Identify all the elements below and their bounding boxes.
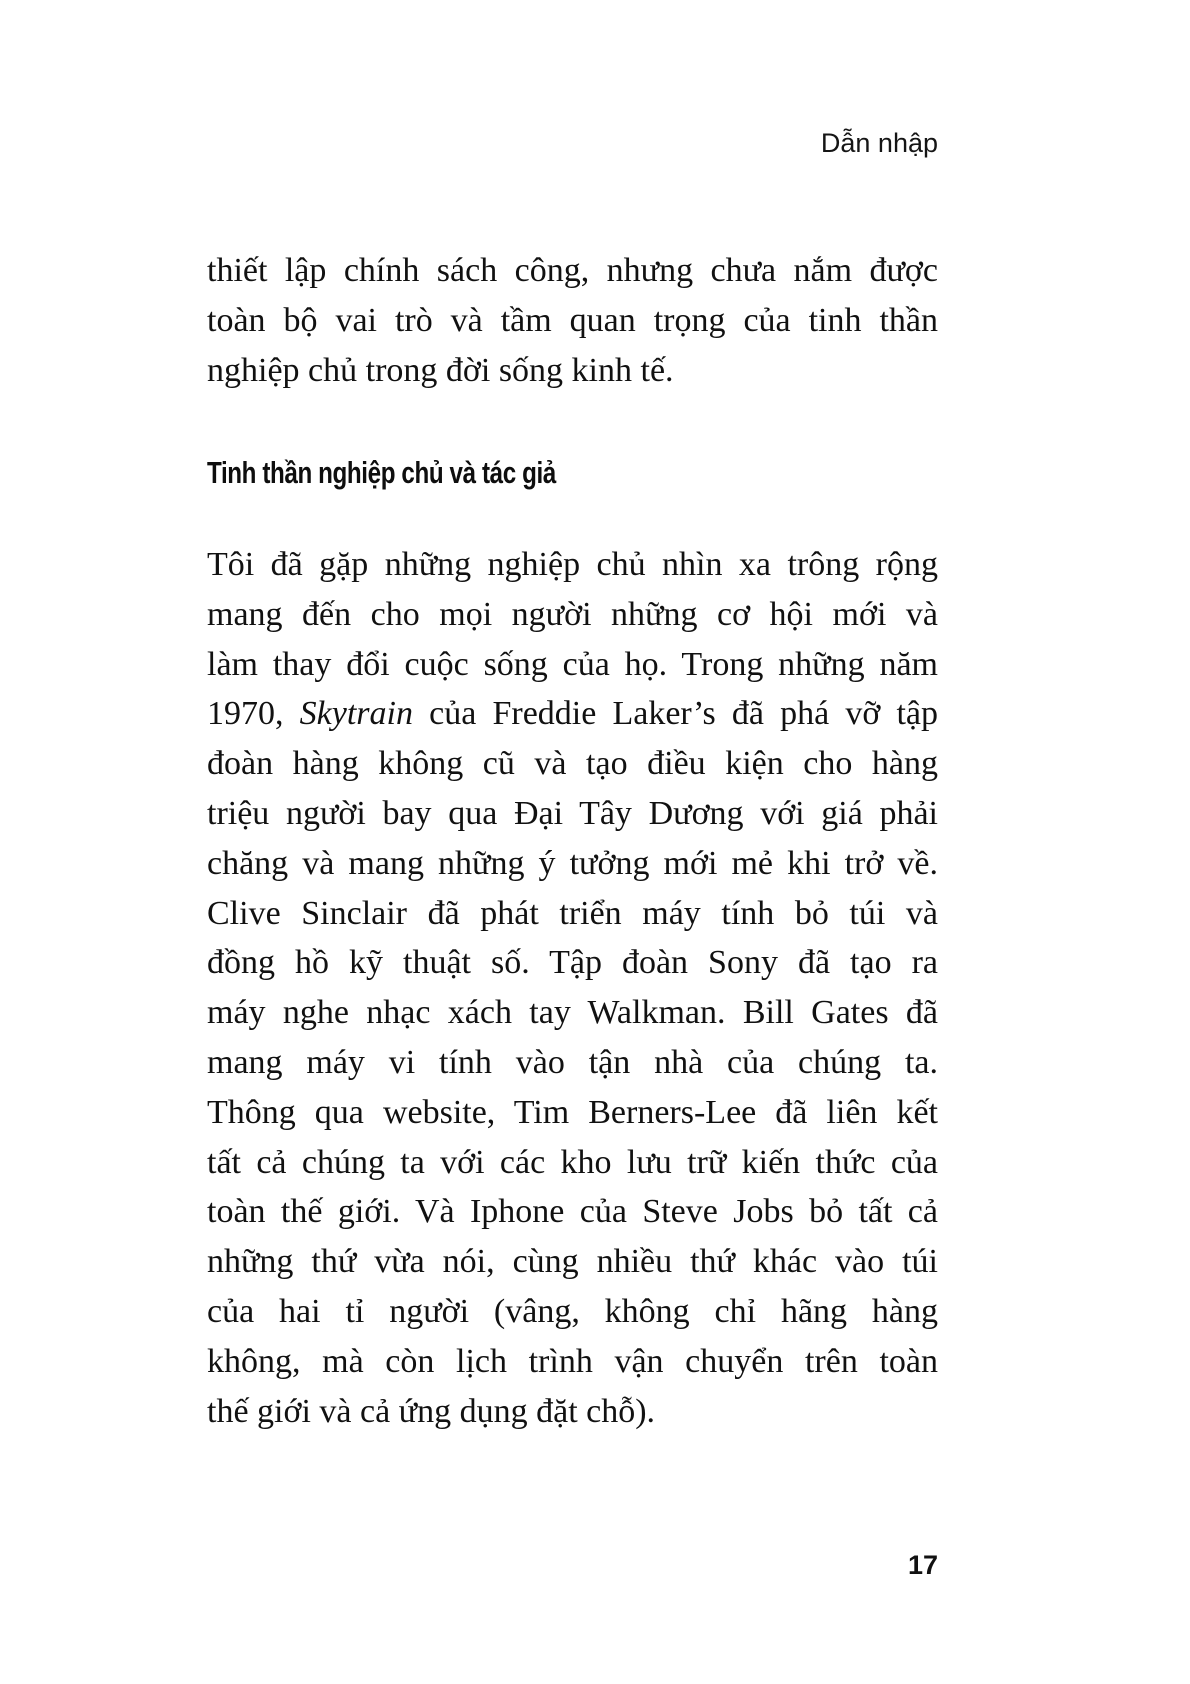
text-line: nghiệp chủ trong đời sống kinh tế.	[207, 351, 674, 389]
text-line: Thông qua website, Tim Berners-Lee đã liên kết	[207, 1093, 938, 1131]
text-line: triệu người bay qua Đại Tây Dương với giá phải	[207, 794, 938, 832]
text-line-with-italic	[207, 689, 938, 739]
text-line: của hai tỉ người (vâng, không chỉ hãng hàng	[207, 1292, 938, 1330]
text-line: đồng hồ kỹ thuật số. Tập đoàn Sony đã tạo ra	[207, 944, 938, 982]
text-line: những thứ vừa nói, cùng nhiều thứ khác vào túi	[207, 1243, 938, 1281]
text-segment: của Freddie Laker’s đã phá vỡ tập	[412, 695, 938, 733]
text-line: Tôi đã gặp những nghiệp chủ nhìn xa trông rộng	[207, 546, 938, 583]
text-line: thế giới và cả ứng dụng đặt chỗ).	[207, 1392, 656, 1430]
text-line: thiết lập chính sách công, nhưng chưa nắm được	[207, 252, 938, 289]
text-line: đoàn hàng không cũ và tạo điều kiện cho hàng	[207, 745, 938, 783]
text-line: chăng và mang những ý tưởng mới mẻ khi trở về.	[207, 844, 938, 882]
text-line: không, mà còn lịch trình vận chuyển trên toàn	[207, 1342, 938, 1380]
text-line: toàn bộ vai trò và tầm quan trọng của tinh thần	[207, 301, 938, 339]
italic-product-name: Skytrain	[299, 695, 413, 733]
text-line: mang đến cho mọi người những cơ hội mới và	[207, 595, 938, 633]
section-heading: Tinh thần nghiệp chủ và tác giả	[207, 455, 556, 490]
text-line: máy nghe nhạc xách tay Walkman. Bill Gates đã	[207, 994, 938, 1032]
paragraph-continued	[207, 246, 938, 395]
page-number: 17	[907, 1550, 938, 1580]
paragraph-body	[207, 540, 938, 1436]
text-line: tất cả chúng ta với các kho lưu trữ kiến thức của	[207, 1143, 938, 1181]
text-line: Clive Sinclair đã phát triển máy tính bỏ túi và	[207, 894, 938, 932]
text-line: toàn thế giới. Và Iphone của Steve Jobs bỏ tất cả	[207, 1193, 938, 1231]
text-line: làm thay đổi cuộc sống của họ. Trong những năm	[207, 645, 938, 683]
text-segment: 1970,	[207, 695, 300, 733]
text-line: mang máy vi tính vào tận nhà của chúng ta.	[207, 1043, 938, 1081]
running-header: Dẫn nhập	[820, 128, 938, 158]
